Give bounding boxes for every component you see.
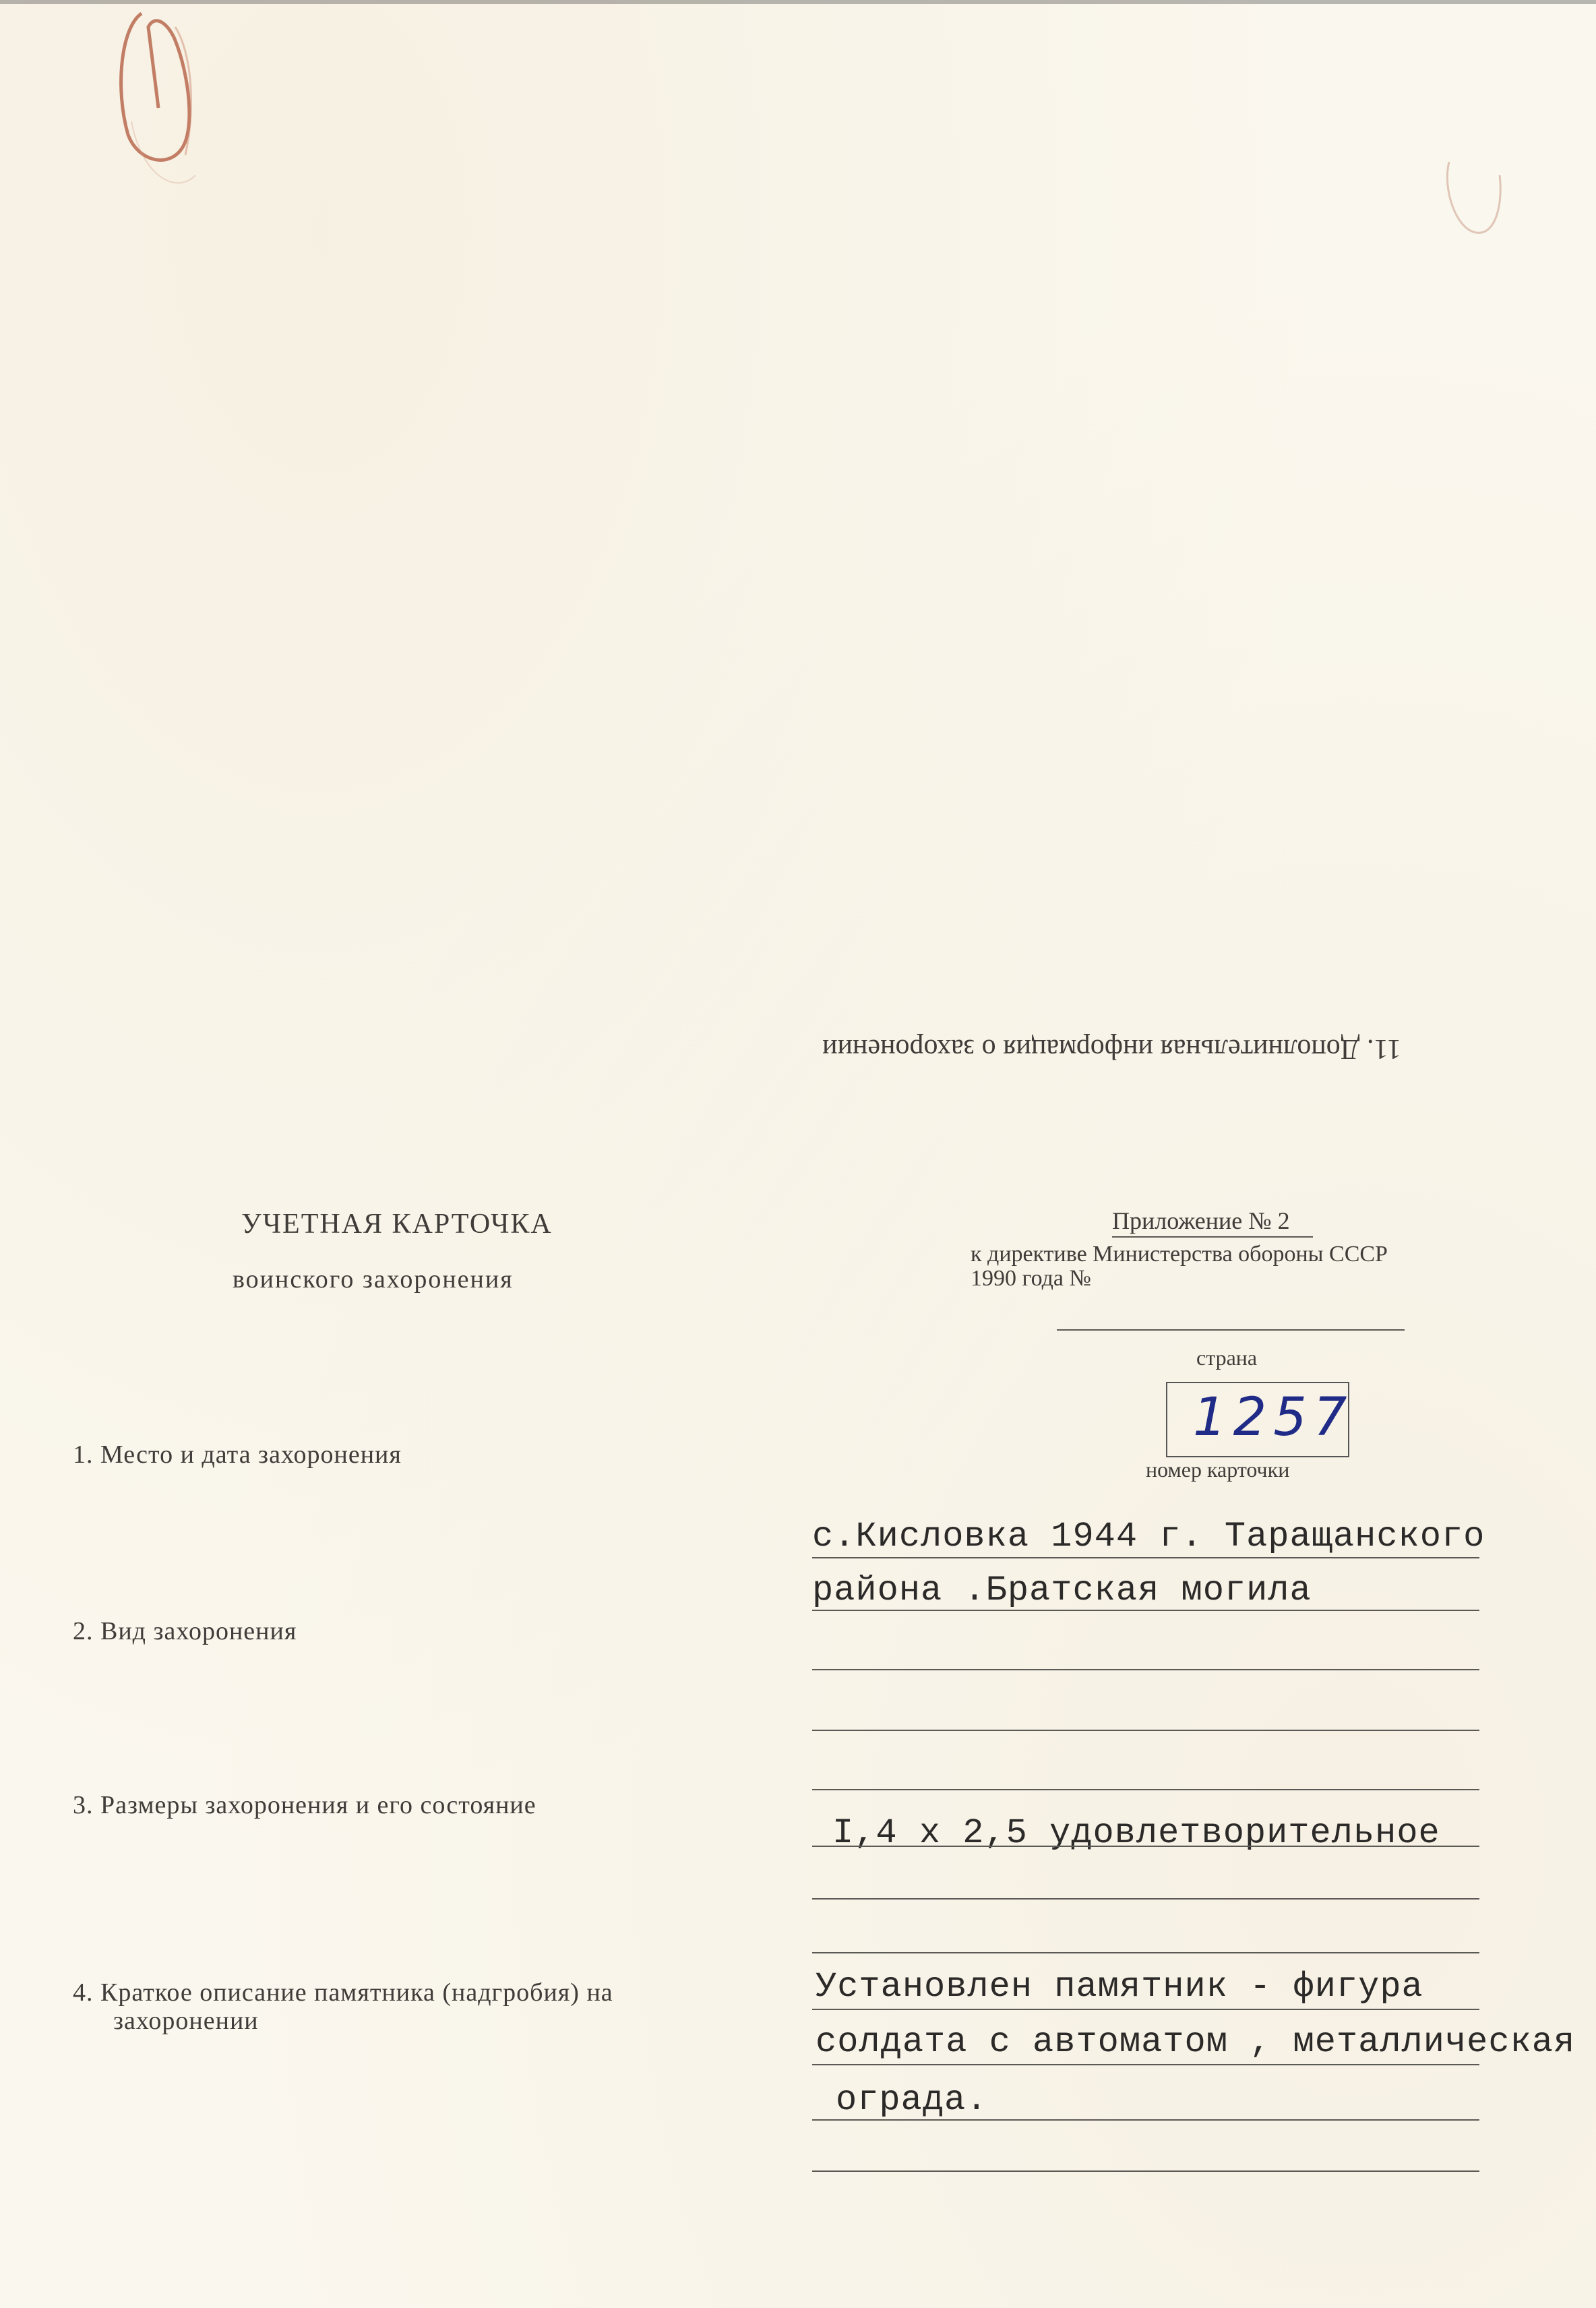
- field-4-rule-4: [812, 2170, 1479, 2172]
- card-title-line2: воинского захоронения: [233, 1265, 514, 1294]
- appendix-line2: [971, 1266, 1091, 1292]
- appendix-title: [1112, 1207, 1290, 1235]
- field-4-label-line1: [73, 1978, 613, 2007]
- field-3-rule-3: [812, 1952, 1479, 1953]
- field-3-rule-0: [812, 1789, 1479, 1790]
- field-4-label-line2-text: захоронении: [113, 2007, 259, 2035]
- appendix-title-text: Приложение № 2: [1112, 1207, 1290, 1234]
- field-3-rule-1: [812, 1846, 1479, 1847]
- card-number-label: [1146, 1457, 1289, 1482]
- field-1-rule-1: [812, 1557, 1479, 1558]
- appendix-line1: [971, 1242, 1388, 1267]
- card-number-value: [1193, 1387, 1354, 1448]
- field-4-label-line2: [113, 2006, 259, 2036]
- card-number-label-text: номер карточки: [1146, 1457, 1290, 1482]
- field-1-value-line2: [812, 1571, 1312, 1610]
- field-2-label: [73, 1616, 297, 1646]
- scan-edge-shadow: [0, 0, 1596, 4]
- paperclip-stain-left: [101, 0, 222, 216]
- country-line: [1057, 1329, 1405, 1331]
- field-3-line1-text: I,4 х 2,5 удовлетворительное: [832, 1813, 1440, 1853]
- upside-down-section-heading: [822, 1033, 1401, 1065]
- field-4-line2-text: солдата с автоматом , металлическая: [816, 2022, 1576, 2062]
- upside-down-heading-text: 11. Дополнительная информация о захоронении: [822, 1033, 1401, 1064]
- field-2-label-text: 2. Вид захоронения: [73, 1617, 297, 1645]
- card-title: [241, 1208, 553, 1240]
- field-4-label-line1-text: 4. Краткое описание памятника (надгробия) на: [73, 1978, 613, 2007]
- field-4-value-line1: [816, 1967, 1423, 2007]
- field-3-label-text: 3. Размеры захоронения и его состояние: [73, 1791, 536, 1819]
- paperclip-stain-right: [1436, 121, 1516, 256]
- field-1-line2-text: района .Братская могила: [812, 1571, 1312, 1610]
- field-4-line1-text: Установлен памятник - фигура: [816, 1967, 1423, 2007]
- card-number-text: 1257: [1193, 1387, 1354, 1448]
- card-title-line1: УЧЕТНАЯ КАРТОЧКА: [241, 1209, 553, 1240]
- field-1-line1-text: с.Кисловка 1944 г. Таращанского: [812, 1517, 1485, 1556]
- appendix-line1-text: к директиве Министерства обороны СССР: [971, 1242, 1388, 1267]
- card-subtitle: [233, 1265, 514, 1294]
- field-1-label-text: 1. Место и дата захоронения: [73, 1440, 402, 1469]
- field-1-label: [73, 1440, 402, 1469]
- field-4-value-line2: [816, 2022, 1575, 2062]
- field-4-rule-1: [812, 2009, 1479, 2010]
- field-3-label: [73, 1790, 536, 1820]
- country-label-text: страна: [1196, 1345, 1258, 1370]
- card-number-box: [1166, 1382, 1354, 1457]
- field-4-line3-text: ограда.: [836, 2080, 988, 2120]
- field-2-rule-1: [812, 1669, 1479, 1670]
- field-4-rule-2: [812, 2064, 1479, 2065]
- field-4-value-line3: [836, 2080, 987, 2120]
- field-3-rule-2: [812, 1898, 1479, 1900]
- country-label: [1196, 1345, 1257, 1370]
- field-2-rule-2: [812, 1730, 1479, 1731]
- field-3-value-line1: [832, 1813, 1440, 1853]
- field-1-rule-2: [812, 1610, 1479, 1611]
- appendix-line2-text: 1990 года №: [971, 1266, 1091, 1291]
- field-1-value-line1: [812, 1517, 1485, 1556]
- appendix-title-underline: [1112, 1236, 1313, 1238]
- field-4-rule-3: [812, 2119, 1479, 2121]
